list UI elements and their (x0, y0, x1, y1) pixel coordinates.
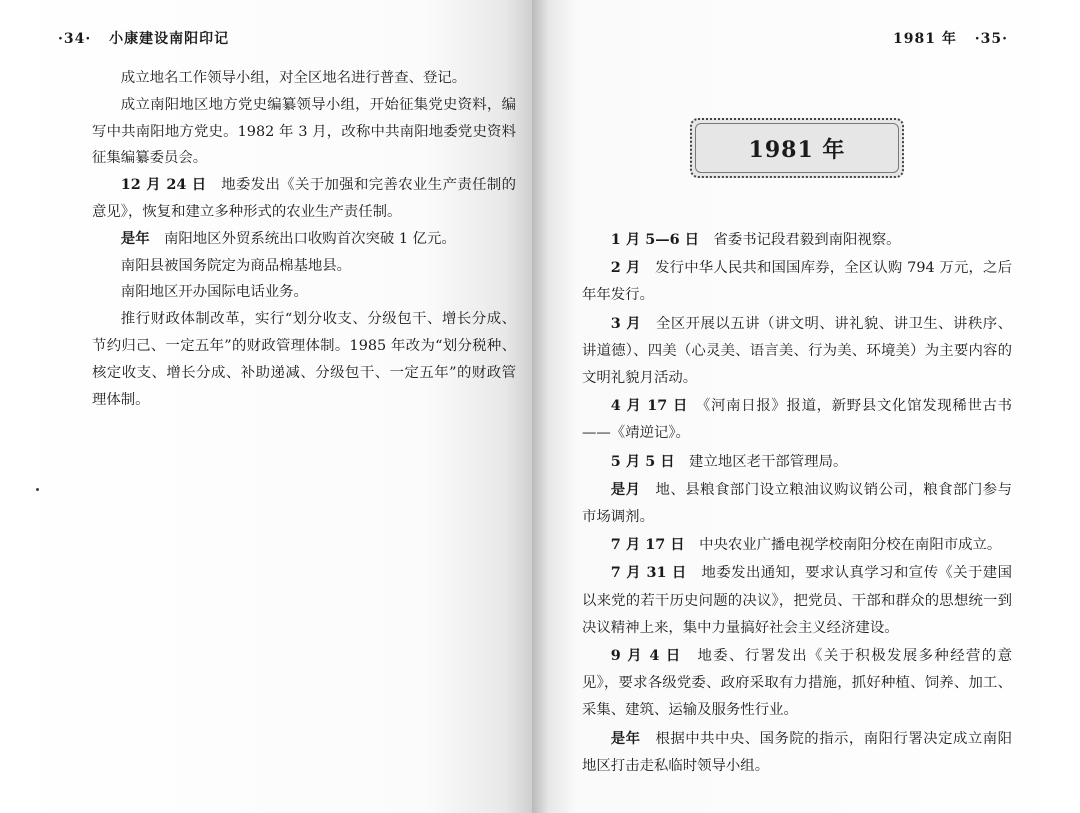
entry-date: 12 月 24 日 (120, 176, 207, 194)
section-title: 1981 年 (748, 136, 846, 163)
paper-speck (36, 488, 39, 491)
year-label: 1981 年 (893, 31, 957, 47)
paragraph (92, 279, 516, 306)
entry-date: 2 月 (610, 259, 641, 277)
entry-text: 地委发出《关于加强和完善农业生产责任制的意见》，恢复和建立多种形式的农业生产责任制。 (92, 177, 516, 220)
entry-date: 1 月 5—6 日 (610, 231, 700, 248)
right-page (532, 0, 1080, 813)
entry-text: 建立地区老干部管理局。 (689, 453, 848, 470)
paragraph (582, 559, 1012, 642)
entry-date: 7 月 17 日 (610, 536, 685, 554)
entry-text: 《河南日报》报道，新野县文化馆发现稀世古书——《靖逆记》。 (582, 398, 1012, 442)
entry-date: 7 月 31 日 (610, 564, 687, 582)
paragraph (92, 226, 516, 253)
page-number: ·35· (974, 31, 1008, 47)
paragraph (92, 92, 516, 172)
paragraph (582, 531, 1012, 559)
paragraph (582, 448, 1012, 476)
right-body-text (582, 226, 1012, 780)
entry-date: 是月 (610, 480, 641, 498)
book-title: 小康建设南阳印记 (109, 31, 230, 47)
paragraph (582, 310, 1012, 393)
paragraph (92, 172, 516, 226)
entry-text: 成立南阳地区地方党史编纂领导小组，开始征集党史资料，编写中共南阳地方党史。1982 年 3 月，改称中共南阳地委党史资料征集编纂委员会。 (92, 96, 516, 167)
paragraph (582, 476, 1012, 531)
paragraph (582, 642, 1012, 725)
entry-text: 推行财政体制改革，实行“划分收支、分级包干、增长分成、节约归己、一定五年”的财政管理体制。1985 年改为“划分税种、核定收支、增长分成、补助递减、分级包干、一定五年”的财政管理体制。 (92, 311, 516, 408)
paragraph (582, 725, 1012, 780)
entry-text: 中央农业广播电视学校南阳分校在南阳市成立。 (699, 537, 1002, 554)
paragraph (582, 392, 1012, 447)
entry-text: 地委发出通知，要求认真学习和宣传《关于建国以来党的若干历史问题的决议》，把党员、干部和群众的思想统一到决议精神上来，集中力量搞好社会主义经济建设。 (582, 565, 1012, 636)
section-title-box (690, 118, 904, 178)
entry-text: 发行中华人民共和国国库券，全区认购 794 万元，之后年年发行。 (582, 260, 1012, 304)
paragraph (92, 65, 516, 92)
entry-text: 根据中共中央、国务院的指示，南阳行署决定成立南阳地区打击走私临时领导小组。 (582, 730, 1012, 774)
left-running-header (58, 28, 229, 48)
entry-date: 9 月 4 日 (610, 647, 682, 665)
page-number: ·34· (58, 31, 92, 47)
paragraph (92, 306, 516, 413)
entry-text: 省委书记段君毅到南阳视察。 (713, 232, 901, 248)
paragraph (582, 226, 1012, 254)
entry-date: 5 月 5 日 (610, 452, 675, 470)
entry-text: 南阳县被国务院定为商品棉基地县。 (120, 257, 352, 274)
entry-text: 全区开展以五讲（讲文明、讲礼貌、讲卫生、讲秩序、讲道德）、四美（心灵美、语言美、行为美、环境美）为主要内容的文明礼貌月活动。 (582, 315, 1012, 387)
entry-text: 成立地名工作领导小组，对全区地名进行普查、登记。 (120, 70, 467, 86)
left-body-text (92, 65, 516, 413)
entry-text: 南阳地区外贸系统出口收购首次突破 1 亿元。 (164, 230, 456, 247)
entry-date: 是年 (610, 729, 641, 747)
right-running-header (893, 28, 1008, 48)
entry-date: 4 月 17 日 (610, 397, 689, 415)
entry-date: 3 月 (610, 314, 642, 332)
left-page (0, 0, 532, 813)
entry-text: 南阳地区开办国际电话业务。 (120, 284, 308, 301)
entry-text: 地、县粮食部门设立粮油议购议销公司，粮食部门参与市场调剂。 (582, 481, 1012, 526)
paragraph (582, 254, 1012, 309)
entry-date: 是年 (120, 229, 150, 247)
paragraph (92, 253, 516, 280)
entry-text: 地委、行署发出《关于积极发展多种经营的意见》，要求各级党委、政府采取有力措施，抓好种植、饲养、加工、采集、建筑、运输及服务性行业。 (582, 648, 1012, 719)
